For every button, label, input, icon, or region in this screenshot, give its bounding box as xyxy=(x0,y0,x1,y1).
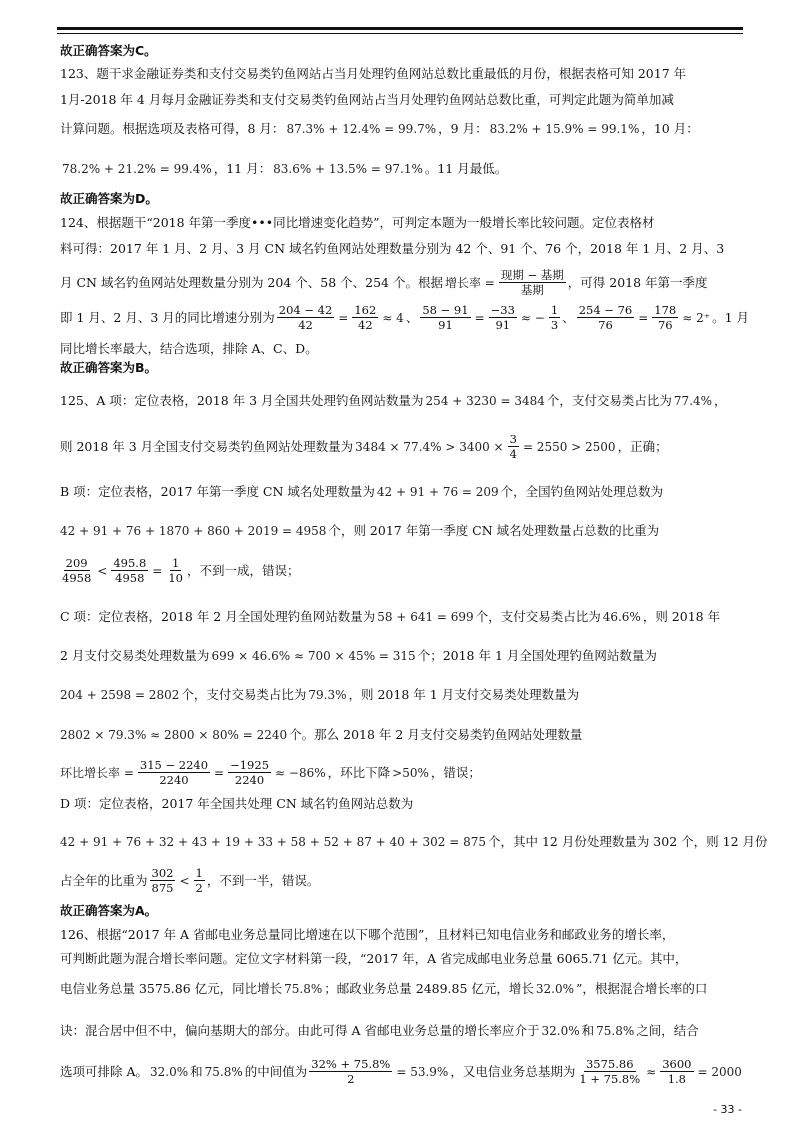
fraction-numerator: 1 xyxy=(195,866,203,880)
separator: 、 xyxy=(405,309,419,325)
q125-c-line-1 xyxy=(60,608,720,626)
percent-value: >50% xyxy=(392,765,429,780)
q125-a-line-2 xyxy=(60,432,668,461)
approx-sign: ≈ xyxy=(646,1064,657,1079)
q125-b-line-1 xyxy=(60,483,663,501)
q125-text: 个；2018 年 1 月全国处理钓鱼网站数量为 xyxy=(417,648,657,663)
q125-c-line-5 xyxy=(60,758,481,787)
fraction xyxy=(508,432,519,461)
q123-text: 。11 月最低。 xyxy=(424,161,508,176)
q125-text: 个，则 2017 年第一季度 CN 域名处理数量占总数的比重为 xyxy=(328,523,660,538)
fraction-numerator: 209 xyxy=(65,556,88,570)
fraction-denominator: 42 xyxy=(358,318,373,332)
q126-line-5 xyxy=(60,1057,744,1086)
fraction-denominator: 91 xyxy=(438,318,453,332)
fraction xyxy=(60,556,93,585)
fraction-denominator: 10 xyxy=(168,571,183,585)
q126-text: 选项可排除 A。 xyxy=(60,1063,149,1079)
fraction xyxy=(489,303,517,332)
q124-line-1: 124、根据题干“2018 年第一季度•••同比增速变化趋势”，可判定本题为一般增长率比较问题。定位表格材 xyxy=(60,215,655,230)
q126-line-2: 可判断此题为混合增长率问题。定位文字材料第一段，“2017 年，A 省完成邮电业务总量 6065.71 亿元。其中， xyxy=(60,951,688,966)
q126-text: 诀：混合居中但不中，偏向基期大的部分。由此可得 A 省邮电业务总量的增长率应介于 xyxy=(60,1023,540,1038)
fraction xyxy=(138,758,210,787)
fraction-numerator: 32% + 75.8% xyxy=(311,1057,391,1071)
fraction-denominator: 2240 xyxy=(159,773,189,787)
fraction-denominator: 1 + 75.8% xyxy=(579,1072,641,1086)
fraction-numerator: −33 xyxy=(490,303,515,317)
fraction-numerator: 3600 xyxy=(662,1057,692,1071)
q126-text: 和 xyxy=(190,1063,203,1079)
formula-nov: 83.6% + 13.5% = 97.1% xyxy=(273,162,423,176)
q125-text: 个，支付交易类占比为 xyxy=(181,687,307,702)
approx-result: ≈ 4 xyxy=(382,310,404,325)
q125-d-line-1: D 项：定位表格，2017 年全国共处理 CN 域名钓鱼网站总数为 xyxy=(60,796,414,811)
fraction-denominator: 1.8 xyxy=(667,1072,686,1086)
formula: 204 + 2598 = 2802 xyxy=(60,688,180,702)
fraction-denominator: 42 xyxy=(298,318,313,332)
fraction-numerator: 现期 − 基期 xyxy=(500,268,564,282)
fraction xyxy=(352,303,378,332)
fraction xyxy=(194,866,205,895)
fraction-numerator: 162 xyxy=(354,303,377,317)
fraction-numerator: 254 − 76 xyxy=(578,303,633,317)
q124-line-4 xyxy=(60,303,749,332)
q125-b-line-3 xyxy=(60,556,300,585)
q125-text: 个。那么 2018 年 2 月支付交易类钓鱼网站处理数量 xyxy=(289,727,583,742)
answer-125: 故正确答案为A。 xyxy=(60,903,158,918)
q125-text: ，不到一成，错误； xyxy=(186,562,300,578)
fraction-denominator: 4 xyxy=(509,447,517,461)
q125-text: 125、A 项：定位表格，2018 年 3 月全国共处理钓鱼网站数量为 xyxy=(60,393,424,408)
fraction-numerator: 302 xyxy=(151,866,174,880)
fraction xyxy=(660,1057,693,1086)
q125-text: 2 月支付交易类处理数量为 xyxy=(60,648,210,663)
fraction-denominator: 2 xyxy=(347,1072,355,1086)
fraction-denominator: 76 xyxy=(598,318,613,332)
q126-text: 之间，结合 xyxy=(636,1023,699,1038)
q124-text: 。1 月 xyxy=(712,309,750,325)
q125-d-line-3 xyxy=(60,866,319,895)
q125-text: ，环比下降 xyxy=(327,764,391,780)
q126-text: 的中间值为 xyxy=(244,1063,308,1079)
q126-line-4 xyxy=(60,1022,699,1040)
equals-sign: = xyxy=(338,310,349,325)
q126-line-1: 126、根据“2017 年 A 省邮电业务总量同比增速在以下哪个范围”，且材料已知电信业务和邮政业务的增长率， xyxy=(60,927,675,942)
q125-c-line-2 xyxy=(60,647,657,665)
q126-text: 和 xyxy=(581,1023,595,1038)
percent-value: 75.8% xyxy=(284,982,323,996)
q125-text: 个，支付交易类占比为 xyxy=(475,609,601,624)
fraction xyxy=(577,1057,642,1086)
approx-sign: ≈ − xyxy=(520,310,545,325)
fraction xyxy=(420,303,470,332)
approx-result: ≈ 2⁺ xyxy=(682,310,711,325)
fraction-denominator: 76 xyxy=(657,318,673,332)
q125-d-line-2 xyxy=(60,833,768,851)
formula: 254 + 3230 = 3484 xyxy=(425,394,545,408)
q125-text: B 项：定位表格，2017 年第一季度 CN 域名处理数量为 xyxy=(60,484,375,499)
fraction-denominator: 基期 xyxy=(520,283,544,297)
q125-text: ，则 2018 年 xyxy=(642,609,721,624)
percent-value: 75.8% xyxy=(204,1064,243,1079)
q125-text: ，错误； xyxy=(430,764,481,780)
q123-line-2: 1月-2018 年 4 月每月金融证券类和支付交易类钓鱼网站占当月处理钓鱼网站总数比重，可判定此题为简单加减 xyxy=(60,92,674,107)
fraction-numerator: 495.8 xyxy=(113,556,147,570)
fraction-numerator: 315 − 2240 xyxy=(139,758,209,772)
q125-text: 则 2018 年 3 月全国支付交易类钓鱼网站处理数量为 xyxy=(60,438,354,454)
answer-123: 故正确答案为D。 xyxy=(60,191,158,206)
percent-value: 75.8% xyxy=(596,1024,635,1038)
less-than-sign: < xyxy=(97,563,108,578)
formula: 42 + 91 + 76 + 1870 + 860 + 2019 = 4958 xyxy=(60,524,327,538)
fraction xyxy=(577,303,635,332)
q124-text: 月 CN 域名钓鱼网站处理数量分别为 204 个、58 个、254 个。根据 xyxy=(60,274,443,290)
q125-text: C 项：定位表格，2018 年 2 月全国处理钓鱼网站数量为 xyxy=(60,609,376,624)
header-rule-thick xyxy=(57,27,743,30)
q126-text: 电信业务总量 3575.86 亿元，同比增长 xyxy=(60,981,283,996)
equals-sign: = xyxy=(474,310,485,325)
q124-line-3 xyxy=(60,268,708,297)
formula: = 2550 > 2500 xyxy=(522,439,616,454)
fraction xyxy=(150,866,176,895)
fraction-denominator: 875 xyxy=(151,881,174,895)
q126-line-3 xyxy=(60,980,707,998)
formula: 699 × 46.6% ≈ 700 × 45% = 315 xyxy=(211,649,416,663)
q123-text: ，11 月： xyxy=(213,161,272,176)
fraction-denominator: 4958 xyxy=(62,571,92,585)
formula-oct: 78.2% + 21.2% = 99.4% xyxy=(62,162,212,176)
q124-line-2: 料可得：2017 年 1 月、2 月、3 月 CN 域名钓鱼网站处理数量分别为 42 个、91 个、76 个，2018 年 1 月、2 月、3 xyxy=(60,241,725,256)
percent-value: 79.3% xyxy=(308,688,347,702)
equals-sign: = xyxy=(214,765,225,780)
mom-growth-label: 环比增长率 = xyxy=(60,765,134,780)
header-rule-thin xyxy=(57,33,743,34)
formula-sep: 83.2% + 15.9% = 99.1% xyxy=(489,122,640,136)
approx-result: = 2000 xyxy=(697,1064,742,1079)
fraction-denominator: 4958 xyxy=(115,571,145,585)
fraction-numerator: 178 xyxy=(654,303,677,317)
q125-text: ， xyxy=(714,393,727,408)
growth-rate-label: 增长率 = xyxy=(444,275,495,290)
approx-result: ≈ −86% xyxy=(275,765,326,780)
formula-aug: 87.3% + 12.4% = 99.7% xyxy=(286,122,437,136)
q123-line-1: 123、题干求金融证券类和支付交易类钓鱼网站占当月处理钓鱼网站总数比重最低的月份，根据表格可知 2017 年 xyxy=(60,66,687,81)
q125-text: 个，其中 12 月份处理数量为 302 个，则 12 月份 xyxy=(487,834,768,849)
equals-sign: = xyxy=(152,563,163,578)
formula: 3484 × 77.4% > 3400 × xyxy=(355,439,504,454)
formula: 42 + 91 + 76 + 32 + 43 + 19 + 33 + 58 + 52 + 87 + 40 + 302 = 875 xyxy=(60,835,486,849)
fraction-numerator: 1 xyxy=(172,556,180,570)
q126-text: ，又电信业务总基期为 xyxy=(450,1063,576,1079)
answer-122: 故正确答案为C。 xyxy=(60,43,157,58)
q125-text: 个，全国钓鱼网站处理总数为 xyxy=(500,484,664,499)
less-than-sign: < xyxy=(179,873,190,888)
percent-value: 32.0% xyxy=(535,982,575,996)
q123-text: 计算问题。根据选项及表格可得，8 月： xyxy=(60,121,285,136)
formula: 58 + 641 = 699 xyxy=(377,610,474,624)
fraction-denominator: 2240 xyxy=(234,773,265,787)
q125-a-line-1 xyxy=(60,392,727,410)
fraction-numerator: −1925 xyxy=(230,758,270,772)
percent-value: 32.0% xyxy=(150,1064,189,1079)
fraction xyxy=(309,1057,392,1086)
fraction xyxy=(277,303,335,332)
formula: 42 + 91 + 76 = 209 xyxy=(376,485,499,499)
equals-sign: = xyxy=(638,310,649,325)
approx-result: = 53.9% xyxy=(396,1064,449,1079)
q124-text: ，可得 2018 年第一季度 xyxy=(567,274,708,290)
q125-text: 占全年的比重为 xyxy=(60,872,148,888)
fraction-numerator: 1 xyxy=(550,303,559,317)
q123-text: ，10 月： xyxy=(641,121,699,136)
fraction xyxy=(652,303,678,332)
q125-c-line-4 xyxy=(60,726,582,744)
fraction-numerator: 3575.86 xyxy=(585,1057,634,1071)
fraction-denominator: 2 xyxy=(195,881,203,895)
fraction-numerator: 204 − 42 xyxy=(278,303,333,317)
fraction-denominator: 3 xyxy=(550,318,559,332)
q125-text: ，则 2018 年 1 月支付交易类处理数量为 xyxy=(348,687,580,702)
separator: 、 xyxy=(562,309,575,325)
fraction xyxy=(166,556,185,585)
percent-value: 77.4% xyxy=(673,394,713,408)
q126-text: ”，根据混合增长率的口 xyxy=(576,981,708,996)
percent-value: 32.0% xyxy=(541,1024,580,1038)
page-number: - 33 - xyxy=(713,1103,742,1116)
formula: 2802 × 79.3% ≈ 2800 × 80% = 2240 xyxy=(60,728,288,742)
q125-c-line-3 xyxy=(60,686,579,704)
q124-line-5: 同比增长率最大，结合选项，排除 A、C、D。 xyxy=(60,341,318,356)
fraction-denominator: 91 xyxy=(495,318,511,332)
q124-text: 即 1 月、2 月、3 月的同比增速分别为 xyxy=(60,309,275,325)
q125-b-line-2 xyxy=(60,522,659,540)
fraction-numerator: 3 xyxy=(509,432,517,446)
q123-line-4 xyxy=(60,160,507,178)
q123-text: ，9 月： xyxy=(438,121,488,136)
q126-text: ；邮政业务总量 2489.85 亿元，增长 xyxy=(324,981,534,996)
fraction-numerator: 58 − 91 xyxy=(422,303,469,317)
q123-line-3 xyxy=(60,120,699,138)
q125-text: ，不到一半，错误。 xyxy=(206,872,320,888)
percent-value: 46.6% xyxy=(602,610,641,624)
fraction xyxy=(228,758,271,787)
answer-124: 故正确答案为B。 xyxy=(60,360,158,375)
q125-text: 个，支付交易类占比为 xyxy=(546,393,672,408)
growth-rate-formula xyxy=(499,268,566,297)
fraction xyxy=(111,556,148,585)
q125-text: ，正确； xyxy=(617,438,668,454)
fraction xyxy=(549,303,560,332)
